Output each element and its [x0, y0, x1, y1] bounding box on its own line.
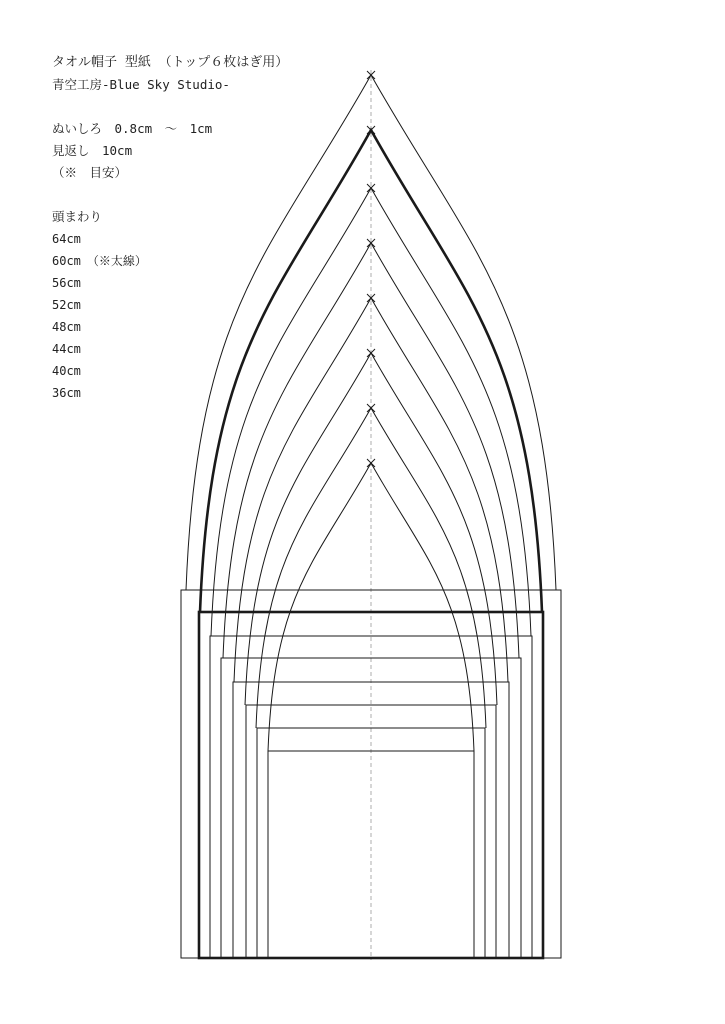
size-item: 40cm: [52, 364, 81, 378]
size-item: 48cm: [52, 320, 81, 334]
pattern-title: タオル帽子 型紙 （トップ６枚はぎ用）: [52, 55, 289, 70]
panel-band-56: [210, 636, 532, 958]
size-item: 60cm （※太線）: [52, 254, 147, 268]
head-size-heading: 頭まわり: [52, 209, 103, 224]
allowance-note: （※ 目安）: [52, 165, 128, 180]
facing-allowance: 見返し 10cm: [52, 143, 133, 158]
studio-name: 青空工房-Blue Sky Studio-: [52, 77, 230, 92]
size-item: 44cm: [52, 342, 81, 356]
size-item: 52cm: [52, 298, 81, 312]
size-item: 36cm: [52, 386, 81, 400]
seam-allowance: ぬいしろ 0.8cm 〜 1cm: [52, 121, 213, 136]
size-item: 56cm: [52, 276, 81, 290]
size-item: 64cm: [52, 232, 81, 246]
